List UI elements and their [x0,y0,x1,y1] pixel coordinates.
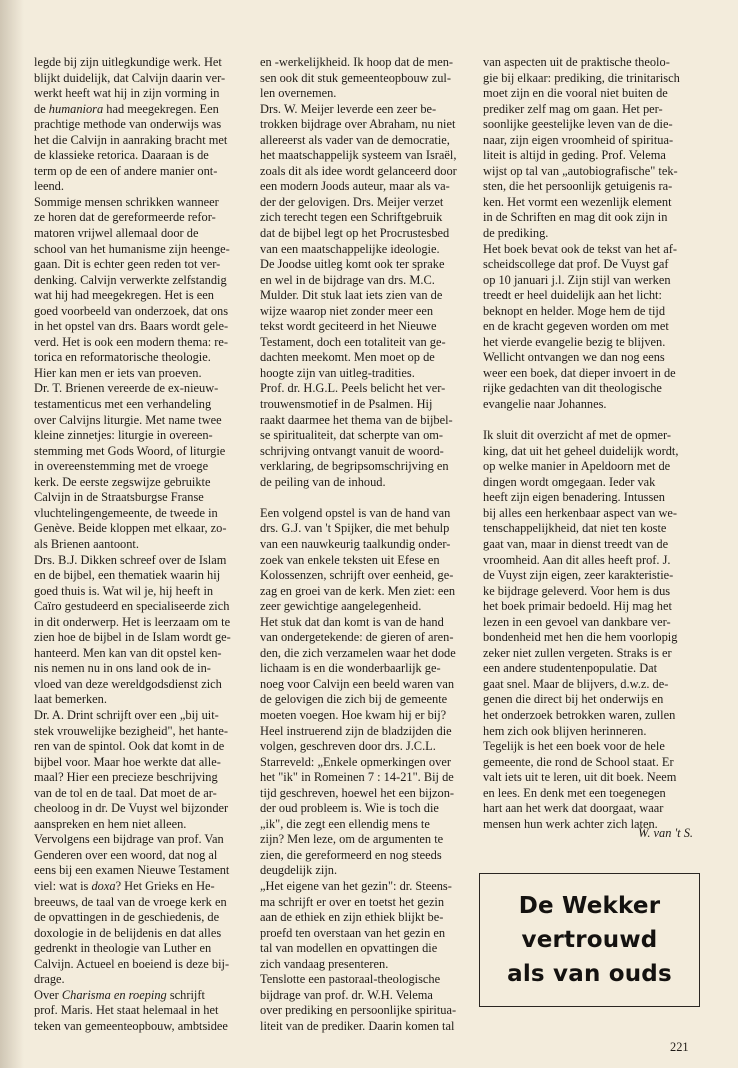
text-line: lichaam is en die wonderbaarlijk ge- [260,661,441,676]
text-line: Prof. dr. H.G.L. Peels belicht het ver- [260,381,446,396]
text-line: de klassieke retorica. Daaraan is de [34,148,209,163]
text-line: Wellicht ontvangen we dan nog eens [483,350,665,365]
text-line: wijze waarop niet zonder meer een [260,303,434,318]
text-line: Ik sluit dit overzicht af met de opmer- [483,428,671,443]
text-line: van de tol en de taal. Dat moet de ar- [34,785,217,800]
text-line: raakt daarmee het thema van de bijbel- [260,412,453,427]
text-line: Starreveld: „Enkele opmerkingen over [260,754,451,769]
text-line: lezen in een gevoel van dankbare ver- [483,614,671,629]
text-line: naar, zijn eigen vroomheid of spiritua- [483,132,674,147]
italic-term: doxa [91,878,116,893]
text-line: verklaring, de begripsomschrijving en [260,459,449,474]
text-line: zich terecht tegen een Schriftgebruik [260,210,443,225]
text-line: torica en reformatorische theologie. [34,350,211,365]
text-line: liteit is altijd in geding. Prof. Velema [483,148,666,163]
text-line: zoals dit als idee wordt gelanceerd door [260,163,457,178]
text-line: Tegelijk is het een boek voor de hele [483,739,665,754]
text-line: over prediking en persoonlijke spiritua- [260,1003,457,1018]
text-line: Dr. T. Brienen vereerde de ex-nieuw- [34,381,219,396]
text-line: valt iets uit te leren, uit dit boek. Neem [483,770,677,785]
text-line: noeg voor Calvijn een beeld waren van [260,676,455,691]
text-line: nis nemen nu in ons land ook de in- [34,661,211,676]
text-line: tekst wordt geciteerd in het Nieuwe [260,319,437,334]
text-line: Over Charisma en roeping schrijft [34,987,205,1002]
text-line: de humaniora had meegekregen. Een [34,101,219,116]
text-line: over Calvijns liturgie. Met name twee [34,412,222,427]
text-line: het maatschappelijk systeem van Israël, [260,148,457,163]
text-line: in het opstel van drs. Baars wordt gele- [34,319,229,334]
text-line: allereerst als vader van de democratie, [260,132,450,147]
text-line: Tenslotte een pastoraal-theologische [260,972,441,987]
text-column-right [483,55,703,832]
text-line: gaat snel. Maar de blijvers, d.w.z. de- [483,676,669,691]
text-line: Het boek bevat ook de tekst van het af- [483,241,678,256]
text-line: de Vuyst zijn eigen, zeer karakteristie- [483,568,674,583]
text-line: Kolossenzen, schrijft over eenheid, ge- [260,568,454,583]
text-line: het onderzoek betrokken waren, zullen [483,707,676,722]
text-line: Heel instruerend zijn de bladzijden die [260,723,452,738]
text-line: der oud probleem is. Wie is toch die [260,801,439,816]
text-line: genen die direct bij het onderwijs en [483,692,664,707]
text-line: zich vandaag presenteren. [260,956,389,971]
text-line: leend. [34,179,64,194]
text-line: het "ik" in Romeinen 7 : 14-21". Bij de [260,770,454,785]
text-line: teken van gemeenteopbouw, ambtsidee [34,1018,228,1033]
text-line: Calvijn in de Straatsburgse Franse [34,490,204,505]
text-line: en de bijbel, een thematiek waarin hij [34,568,221,583]
text-line: hoogte zijn van uitleg-tradities. [260,365,415,380]
text-line: dat de bijbel legt op het Procrustesbed [260,226,450,241]
ad-line-3: als van ouds [507,961,672,987]
text-line: „Het eigene van het gezin": dr. Steens- [260,878,452,893]
text-line: zeker niet zullen vergeten. Straks is er [483,645,672,660]
text-line: Mulder. Dit stuk laat iets zien van de [260,288,443,303]
text-line: weer een boek, dat dieper invoert in de [483,365,676,380]
text-line: in de Schriften en mag dit ook zijn in [483,210,668,225]
text-line: tal van modellen en opvattingen die [260,941,438,956]
text-line: breeuws, de taal van de vroege kerk en [34,894,227,909]
text-line: deugdelijk zijn. [260,863,338,878]
text-line: soonlijke geestelijke leven van de die- [483,117,673,132]
text-line: liteit van de prediker. Daarin komen tal [260,1018,455,1033]
text-line: sten, die het persoonlijk getuigenis ra- [483,179,673,194]
text-line: school van het humanisme zijn heenge- [34,241,230,256]
text-line: zag en groei van de kerk. Men ziet: een [260,583,456,598]
text-line: eens bij een examen Nieuwe Testament [34,863,230,878]
text-line: wat hij had meegekregen. Het is een [34,288,214,303]
text-line: een andere studentenpopulatie. Dat [483,661,658,676]
text-line: mensen hun werk achter zich laten. [483,816,658,831]
text-line: de peiling van de inhoud. [260,474,386,489]
text-line: Testament, doch een totaliteit van ge- [260,334,446,349]
text-line: op 10 januari j.l. Zijn stijl van werken [483,272,671,287]
text-line: als Brienen aantoont. [34,536,139,551]
page-number: 221 [670,1040,689,1054]
text-line: zien, die gereformeerd en nog steeds [260,847,442,862]
text-line: het boek primair bedoeld. Hij mag het [483,599,672,614]
text-line: Drs. W. Meijer leverde een zeer be- [260,101,437,116]
text-line: gaan. Dit is echter geen reden tot ver- [34,257,221,272]
text-line: moeten voegen. Hoe kwam hij er bij? [260,707,447,722]
text-line: matoren vrijwel allemaal door de [34,226,199,241]
text-line: sen ook dit stuk gemeenteopbouw zul- [260,70,451,85]
text-line: van een nauwkeurig taalkundig onder- [260,536,451,551]
text-line: dingen wordt omgegaan. Ieder vak [483,474,656,489]
text-line: dachten meekomt. Men moet op de [260,350,435,365]
text-line: van een maatschappelijke ideologie. [260,241,440,256]
text-line: ke bijdrage geleverd. Voor hem is dus [483,583,671,598]
text-line: hanteerd. Men kan van dit opstel ken- [34,645,222,660]
text-line: en wel in de bijdrage van drs. M.C. [260,272,435,287]
author-signature: W. van 't S. [638,826,693,840]
text-line: kleine zinnetjes: liturgie in overeen- [34,428,213,443]
text-line: maal? Hier een precieze beschrijving [34,770,218,785]
text-line: tijd geschreven, hoewel het een bijzon- [260,785,455,800]
text-line: treedt er heel duidelijk aan het licht: [483,288,662,303]
text-line: ze horen dat de gereformeerde refor- [34,210,216,225]
text-line: trouwensmotief in de Psalmen. Hij [260,397,433,412]
text-line: volgen, geschreven door drs. J.C.L. [260,739,436,754]
text-line: goed voorbeeld van onderzoek, dat ons [34,303,229,318]
italic-term: humaniora [48,101,104,116]
text-line: viel: wat is doxa? Het Grieks en He- [34,878,215,893]
text-line: Caïro gestudeerd en specialiseerde zich [34,599,230,614]
text-line: vroomheid. Aan dit alles heeft prof. J. [483,552,671,567]
text-line: een modern Joods auteur, maar als va- [260,179,450,194]
text-line: hem zich ook blijven herinneren. [483,723,647,738]
text-line: doxologie in de belijdenis en dat alles [34,925,222,940]
text-line: tenschappelijkheid, dat niet ten koste [483,521,667,536]
text-line: van aspecten uit de praktische theolo- [483,55,670,69]
text-line: Genderen over een woord, dat nog al [34,847,218,862]
text-line: van ondergetekende: de gieren of aren- [260,630,454,645]
text-line: evangelie naar Johannes. [483,397,607,412]
text-line: hart aan het werk dat doorgaat, waar [483,801,664,816]
text-line: bijdrage van prof. dr. W.H. Velema [260,987,433,1002]
text-line: De Joodse uitleg komt ook ter sprake [260,257,445,272]
text-line: beknopt en helder. Moge hem de tijd [483,303,666,318]
text-line: en lees. En denk met een toegenegen [483,785,666,800]
text-line: kerk. De eerste zegswijze gebruikte [34,474,211,489]
text-line: Hier kan men er iets van proeven. [34,365,202,380]
text-line: in overeenstemming met de vroege [34,459,209,474]
text-line: prediker zelf mag om gaan. Het per- [483,101,663,116]
text-line: gedrenkt in theologie van Luther en [34,941,212,956]
text-line: wijst op tal van „autobiografische" tek- [483,163,678,178]
text-line: Een volgend opstel is van de hand van [260,505,451,520]
text-line: prachtige methode van onderwijs was [34,117,222,132]
text-line: de prediking. [483,226,549,241]
ad-line-1: De Wekker [518,893,661,919]
text-line: „ik", die zegt een ellendig mens te [260,816,430,831]
text-line: cheoloog in dr. De Vuyst wel bijzonder [34,801,229,816]
text-column-left [34,55,254,1034]
text-line: ren van de spintol. Ook dat komt in de [34,739,225,754]
text-line: legde bij zijn uitlegkundige werk. Het [34,55,222,69]
text-line: drs. G.J. van 't Spijker, die met behulp [260,521,450,536]
text-line: blijkt duidelijk, dat Calvijn daarin ver- [34,70,226,85]
text-line: trokken bijdrage over Abraham, nu niet [260,117,456,132]
text-line: prof. Maris. Het staat helemaal in het [34,1003,219,1018]
paragraph-gap [260,490,480,506]
text-line: stemming met Gods Woord, of liturgie [34,443,226,458]
text-line: ma schrijft er over en toetst het gezin [260,894,445,909]
text-line: schrijving ontvangt vanuit de woord- [260,443,444,458]
text-line: de opvattingen in de geschiedenis, de [34,910,220,925]
text-line: scheidscollege dat prof. De Vuyst gaf [483,257,669,272]
italic-term: Charisma en roeping [61,987,167,1002]
text-line: gaat van, maar in dienst treedt van de [483,536,669,551]
text-line: Vervolgens een bijdrage van prof. Van [34,832,224,847]
text-line: vloed van deze wereldgodsdienst zich [34,676,222,691]
text-line: drage. [34,972,65,987]
paragraph-gap [483,413,703,429]
text-line: bij alles een herkenbaar aspect van we- [483,505,678,520]
de-wekker-advertisement [479,873,700,1007]
text-line: Dr. A. Drint schrijft over een „bij uit- [34,707,219,722]
text-line: en -werkelijkheid. Ik hoop dat de men- [260,55,454,69]
text-line: aan de ethiek en zijn ethiek blijkt be- [260,910,444,925]
text-line: zoek van enkele teksten uit Efese en [260,552,440,567]
text-line: gie bij elkaar: prediking, die trinitarisch [483,70,680,85]
text-line: term op de een of andere manier ont- [34,163,218,178]
text-line: den, die zich verzamelen waar het dode [260,645,456,660]
text-line: vluchtelingengemeente, de tweede in [34,505,218,520]
text-line: goed thuis is. Wat wil je, hij heeft in [34,583,214,598]
text-line: Het stuk dat dan komt is van de hand [260,614,444,629]
text-line: se spiritualiteit, dat scherpte van om- [260,428,444,443]
text-line: laat bemerken. [34,692,107,707]
text-column-middle [260,55,480,1034]
page-gutter-shadow [0,0,24,1068]
text-line: len overnemen. [260,86,337,101]
text-line: moet zijn en die vooral niet buiten de [483,86,668,101]
text-line: Sommige mensen schrikken wanneer [34,194,219,209]
text-line: testamenticus met een verhandeling [34,397,212,412]
text-line: Calvijn. Actueel en boeiend is deze bij- [34,956,230,971]
text-line: bondenheid met hen die hem voorlopig [483,630,678,645]
text-line: het die Calvijn in aanraking bracht met [34,132,228,147]
text-line: de gelovigen die zich bij de gemeente [260,692,448,707]
text-line: Drs. B.J. Dikken schreef over de Islam [34,552,227,567]
text-line: in dit onderwerp. Het is leerzaam om te [34,614,231,629]
text-line: proefd ten overstaan van het gezin en [260,925,446,940]
text-line: ken. Het vormt een wezenlijk element [483,194,672,209]
text-line: heeft zijn eigen benadering. Intussen [483,490,666,505]
text-line: werkt heeft wat hij in zijn vorming in [34,86,220,101]
text-line: zijn? Men leze, om de argumenten te [260,832,444,847]
ad-line-2: vertrouwd [521,927,658,953]
text-line: verd. Het is ook een modern thema: re- [34,334,229,349]
text-line: zeer gewichtige aangelegenheid. [260,599,422,614]
text-line: gemeente, die rond de School staat. Er [483,754,674,769]
text-line: rijke gedachten van dit theologische [483,381,662,396]
text-line: king, dat uit het geheel duidelijk wordt, [483,443,679,458]
text-line: op welke manier in Apeldoorn met de [483,459,671,474]
text-line: zien hoe de bijbel in de Islam wordt ge- [34,630,231,645]
text-line: Genève. Beide kloppen met elkaar, zo- [34,521,227,536]
text-line: en de kracht gegeven worden om met [483,319,669,334]
text-line: der der gelovigen. Drs. Meijer verzet [260,194,444,209]
text-line: bijbel voor. Maar hoe werkte dat alle- [34,754,221,769]
text-line: denking. Calvijn verwerkte zelfstandig [34,272,227,287]
text-line: stek vrouwelijke bezigheid", het hante- [34,723,228,738]
text-line: het vierde evangelie bezig te blijven. [483,334,666,349]
text-line: aanspreken en hem niet alleen. [34,816,187,831]
